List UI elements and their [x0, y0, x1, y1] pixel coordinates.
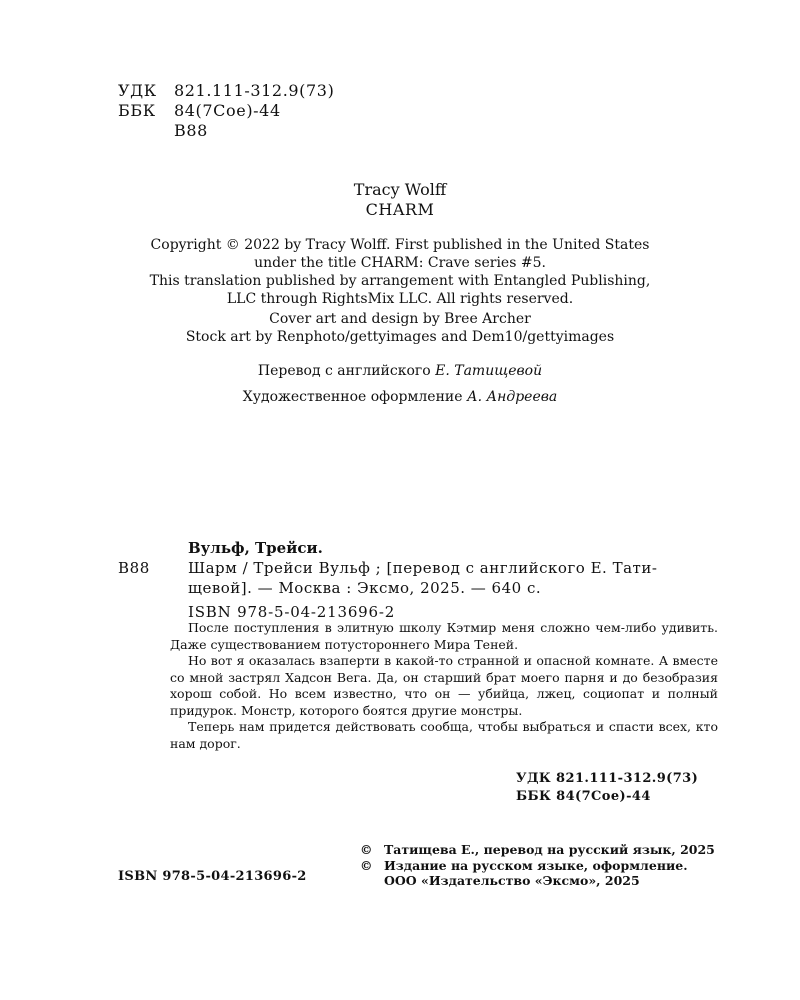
annotation [170, 620, 718, 752]
copyright-line: Cover art and design by Bree Archer [269, 311, 531, 327]
rights-spacer [360, 873, 384, 889]
translation-prefix: Перевод с английского [257, 363, 431, 379]
annotation-paragraph: После поступления в элитную школу Кэтмир меня сложно чем-либо удивить. Даже существованием потустороннего Мира Теней. [170, 620, 718, 652]
bottom-udk: УДК 821.111-312.9(73) [516, 771, 699, 786]
classification-block [118, 81, 334, 141]
copyright-line: LLC through RightsMix LLC. All rights reserved. [226, 291, 574, 307]
record-code: В88 [118, 559, 150, 577]
rights-notice [360, 842, 715, 889]
bottom-isbn: ISBN 978-5-04-213696-2 [118, 869, 307, 884]
rights-line [360, 858, 715, 874]
bottom-classification [516, 770, 698, 806]
udk-row [118, 81, 334, 101]
udk-label: УДК [118, 81, 157, 100]
copyright-line: under the title CHARM: Crave series #5. [254, 255, 546, 271]
record-description [188, 558, 718, 598]
record-description-line: щевой]. — Москва : Эксмо, 2025. — 640 с. [188, 579, 542, 597]
annotation-paragraph: Но вот я оказалась взаперти в какой-то странной и опасной комнате. А вместе со мной застрял Хадсон Вега. Да, он старший брат моего парня и до безобразия хорош собой. Но всем известно, что он — убийца, лжец, социопат и полный придурок. Монстр, которого боятся другие монстры. [170, 653, 718, 718]
copyright-notice [100, 236, 700, 346]
translator-name: Е. Татищевой [435, 363, 543, 379]
author-mark: В88 [174, 121, 208, 140]
record-entry [118, 558, 718, 598]
copyright-line: Stock art by Renphoto/gettyimages and Dem10/gettyimages [185, 329, 615, 345]
original-title: CHARM [365, 200, 435, 219]
copyright-symbol: © [360, 842, 373, 857]
rights-line [360, 842, 715, 858]
annotation-paragraph: Теперь нам придется действовать сообща, чтобы выбраться и спасти всех, кто нам дорог. [170, 719, 718, 751]
copyright-line: Copyright © 2022 by Tracy Wolff. First published in the United States [150, 237, 650, 253]
rights-translation: Татищева Е., перевод на русский язык, 2025 [384, 842, 715, 857]
bbk-row [118, 101, 334, 121]
translator-credit [100, 362, 700, 380]
original-author: Tracy Wolff [353, 180, 447, 199]
copyright-symbol: © [360, 857, 373, 873]
bbk-label: ББК [118, 101, 156, 120]
bottom-bbk: ББК 84(7Сое)-44 [516, 789, 651, 804]
record-isbn: ISBN 978-5-04-213696-2 [188, 603, 396, 621]
record-author-heading: Вульф, Трейси. [188, 539, 323, 557]
bibliographic-record [118, 538, 718, 622]
record-description-line: Шарм / Трейси Вульф ; [перевод с английского Е. Тати- [188, 559, 658, 577]
rights-line [360, 873, 715, 889]
copyright-line: This translation published by arrangement with Entangled Publishing, [149, 273, 651, 289]
designer-name: А. Андреева [467, 389, 558, 405]
udk-value: 821.111-312.9(73) [174, 81, 335, 100]
designer-credit [100, 388, 700, 406]
rights-edition: Издание на русском языке, оформление. [384, 857, 688, 873]
design-prefix: Художественное оформление [242, 389, 463, 405]
bbk-value: 84(7Сое)-44 [174, 101, 281, 120]
rights-publisher: ООО «Издательство «Эксмо», 2025 [384, 873, 640, 888]
